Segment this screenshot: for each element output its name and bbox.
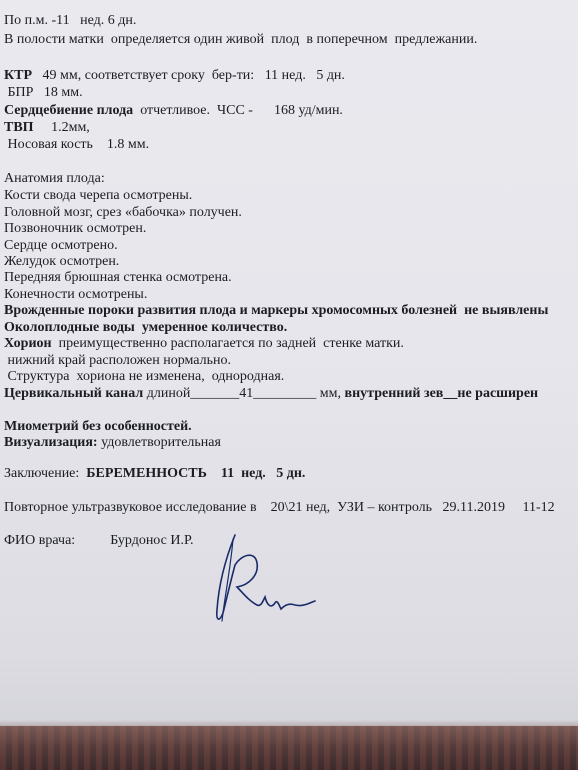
myometrium-line: Миометрий без особенностей. [4,419,192,434]
anatomy-limbs: Конечности осмотрены. [4,287,148,302]
anatomy-spine: Позвоночник осмотрен. [4,221,147,236]
conclusion-line [4,466,305,482]
doctor-line: ФИО врача: Бурдонос И.Р. [4,533,194,548]
anatomy-title: Анатомия плода: [4,171,105,186]
chorion-lower-edge-line: нижний край расположен нормально. [4,353,231,368]
anatomy-brain: Головной мозг, срез «бабочка» получен. [4,205,242,220]
background-fabric [0,726,578,770]
bpr-line: БПР 18 мм. [4,85,83,100]
anatomy-abdominal-wall: Передняя брюшная стенка осмотрена. [4,270,232,285]
chorion-value: преимущественно располагается по задней стенке матки. [51,336,404,351]
heartbeat-value: отчетливое. ЧСС - 168 уд/мин. [133,103,343,118]
visualization-line [4,435,221,451]
visualization-label: Визуализация: [4,435,98,450]
heartbeat-label: Сердцебиение плода [4,103,134,118]
defects-line: Врожденные пороки развития плода и маркеры хромосомных болезней не выявлены [4,303,549,318]
repeat-exam-line: Повторное ультразвуковое исследование в 20\21 нед, УЗИ – контроль 29.11.2019 11-12 [4,500,555,515]
anatomy-heart: Сердце осмотрено. [4,238,118,253]
heartbeat-line [4,103,343,119]
ktr-label: КТР [4,68,33,83]
nasal-bone-line: Носовая кость 1.8 мм. [4,137,150,152]
chorion-line [4,336,404,352]
ktr-line [4,68,345,84]
amniotic-fluid-line: Околоплодные воды умеренное количество. [4,320,288,335]
cervix-value: длиной_______41_________ мм, [143,386,345,401]
chorion-label: Хорион [4,336,52,351]
anatomy-stomach: Желудок осмотрен. [4,254,120,269]
gestation-line: По п.м. -11 нед. 6 дн. [4,13,137,28]
visualization-value: удовлетворительная [97,435,221,450]
tvp-line [4,120,90,136]
conclusion-value: БЕРЕМЕННОСТЬ 11 нед. 5 дн. [86,466,306,481]
cervix-label: Цервикальный канал [4,386,144,401]
uterus-line: В полости матки определяется один живой плод в поперечном предлежании. [4,32,478,47]
internal-os: внутренний зев__не расширен [344,386,539,401]
doctor-signature [205,525,325,635]
cervix-line [4,386,538,402]
anatomy-skull: Кости свода черепа осмотрены. [4,188,193,203]
conclusion-label: Заключение: [4,466,87,481]
ktr-value: 49 мм, соответствует сроку бер-ти: 11 нед. 5 дн. [32,68,345,83]
tvp-value: 1.2мм, [33,120,90,135]
tvp-label: ТВП [4,120,34,135]
chorion-structure-line: Структура хориона не изменена, однородная. [4,369,285,384]
